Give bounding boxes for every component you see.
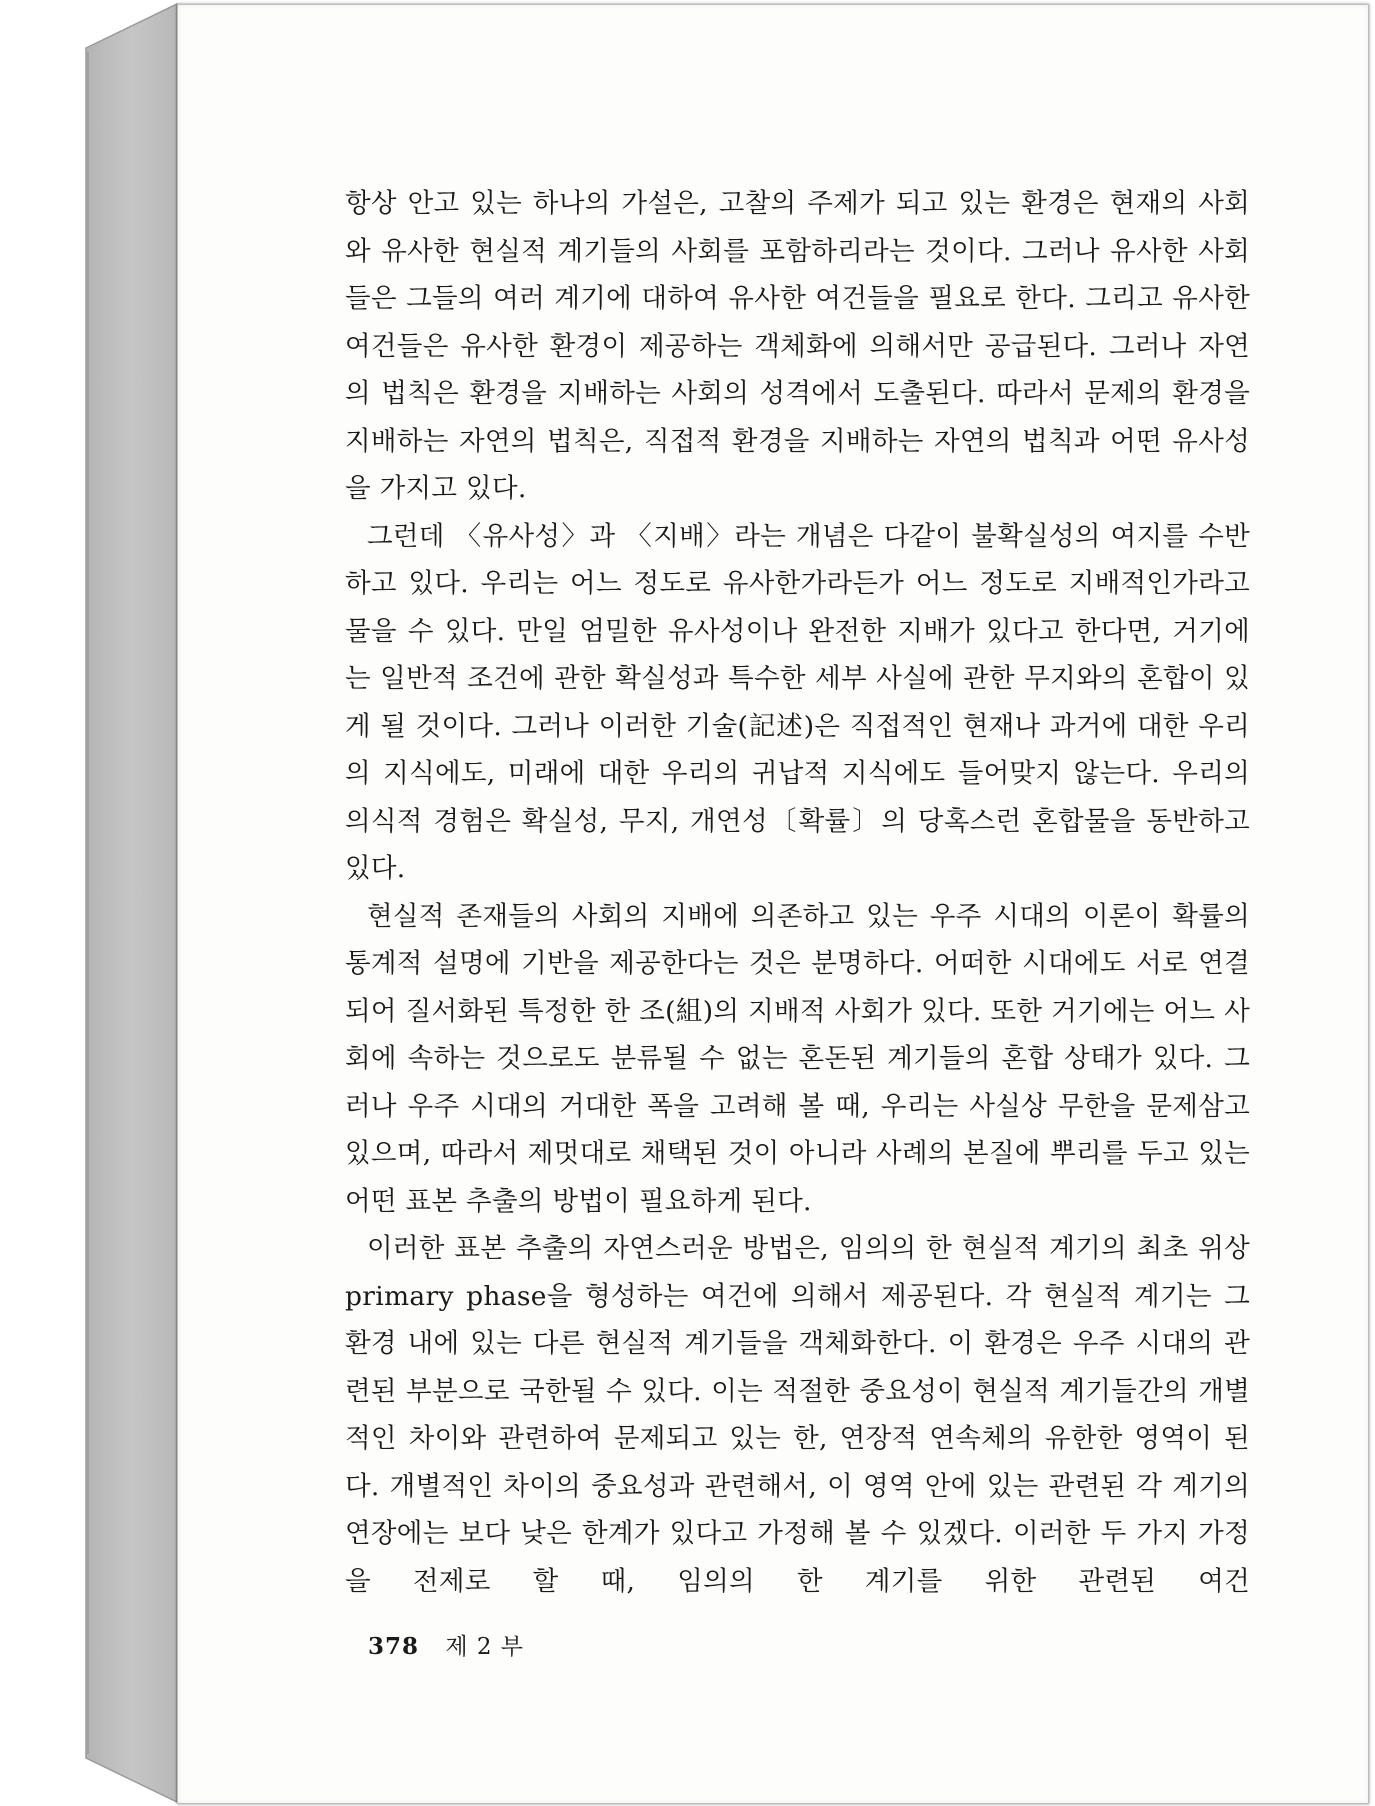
- paragraph-2: [345, 513, 1250, 893]
- paragraph-4-text: 이러한 표본 추출의 자연스러운 방법은, 임의의 한 현실적 계기의 최초 위상 primary phase을 형성하는 여건에 의해서 제공된다. 각 현실적 계기는 그 환경 내에 있는 다른 현실적 계기들을 객체화한다. 이 환경은 우주 시대의 관련된 부분으로 국한될 수 있다. 이는 적절한 중요성이 현실적 계기들간의 개별적인 차이와 관련하여 문제되고 있는 한, 연장적 연속체의 유한한 영역이 된다. 개별적인 차이의 중요성과 관련해서, 이 영역 안에 있는 관련된 각 계기의 연장에는 보다 낮은 한계가 있다고 가정해 볼 수 있겠다. 이러한 두 가지 가정을 전제로 할 때, 임의의 한 계기를 위한 관련된 여건: [345, 1233, 1250, 1597]
- paragraph-1: 항상 안고 있는 하나의 가설은, 고찰의 주제가 되고 있는 환경은 현재의 사회와 유사한 현실적 계기들의 사회를 포함하리라는 것이다. 그러나 유사한 사회들은 그들의 여러 계기에 대하여 유사한 여건들을 필요로 한다. 그리고 유사한 여건들은 유사한 환경이 제공하는 객체화에 의해서만 공급된다. 그러나 자연의 법칙은 환경을 지배하는 사회의 성격에서 도출된다. 따라서 문제의 환경을 지배하는 자연의 법칙은, 직접적 환경을 지배하는 자연의 법칙과 어떤 유사성을 가지고 있다.: [345, 188, 1250, 504]
- paragraph-3-text: 현실적 존재들의 사회의 지배에 의존하고 있는 우주 시대의 이론이 확률의 통계적 설명에 기반을 제공한다는 것은 분명하다. 어떠한 시대에도 서로 연결되어 질서화된 특정한 한 조(組)의 지배적 사회가 있다. 또한 거기에는 어느 사회에 속하는 것으로도 분류될 수 없는 혼돈된 계기들의 혼합 상태가 있다. 그러나 우주 시대의 거대한 폭을 고려해 볼 때, 우리는 사실상 무한을 문제삼고 있으며, 따라서 제멋대로 채택된 것이 아니라 사례의 본질에 뿌리를 두고 있는 어떤 표본 추출의 방법이 필요하게 된다.: [345, 900, 1250, 1217]
- part-label: 제 2 부: [445, 1634, 525, 1660]
- paragraph-2-text: 그런데 〈유사성〉과 〈지배〉라는 개념은 다같이 불확실성의 여지를 수반하고 있다. 우리는 어느 정도로 유사한가라든가 어느 정도로 지배적인가라고 물을 수 있다. 만일 엄밀한 유사성이나 완전한 지배가 있다고 한다면, 거기에는 일반적 조건에 관한 확실성과 특수한 세부 사실에 관한 무지와의 혼합이 있게 될 것이다. 그러나 이러한 기술(記述)은 직접적인 현재나 과거에 대한 우리의 지식에도, 미래에 대한 우리의 귀납적 지식에도 들어맞지 않는다. 우리의 의식적 경험은 확실성, 무지, 개연성〔확률〕의 당혹스런 혼합물을 동반하고 있다.: [345, 520, 1250, 884]
- page-folio: [368, 1628, 524, 1661]
- paragraph-3: [345, 893, 1250, 1226]
- page-number: 378: [368, 1633, 420, 1660]
- page-body: [345, 180, 1250, 1605]
- paragraph-4: [345, 1225, 1250, 1605]
